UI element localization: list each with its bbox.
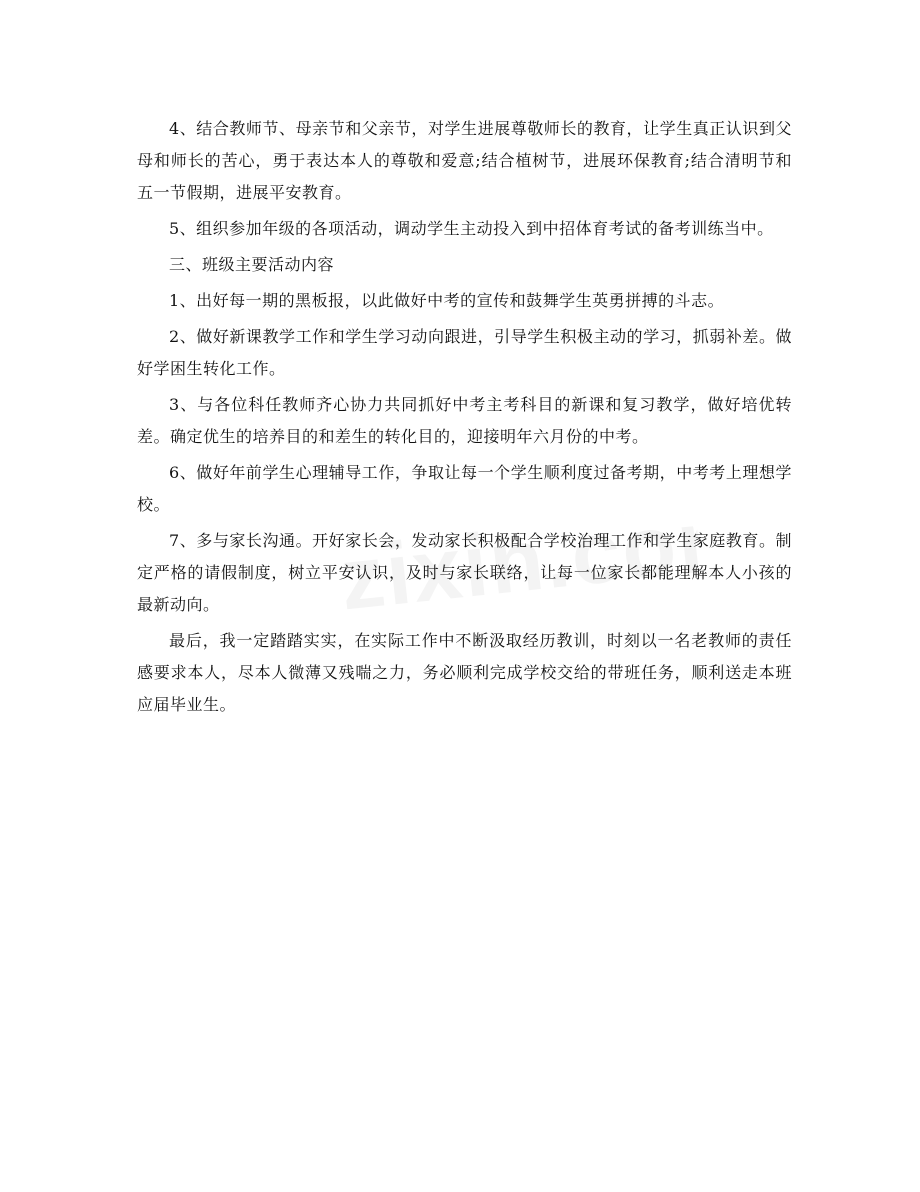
paragraph-item-6: 6、做好年前学生心理辅导工作，争取让每一个学生顺利度过备考期，中考考上理想学校。 xyxy=(137,463,792,514)
closing-paragraph: 最后，我一定踏踏实实，在实际工作中不断汲取经历教训，时刻以一名老教师的责任感要求本人，尽本人微薄又残喘之力，务必顺利完成学校交给的带班任务，顺利送走本班应届毕业生。 xyxy=(137,631,792,714)
paragraph-item-1: 1、出好每一期的黑板报，以此做好中考的宣传和鼓舞学生英勇拼搏的斗志。 xyxy=(169,291,725,310)
paragraph-item-3: 3、与各位科任教师齐心协力共同抓好中考主考科目的新课和复习教学，做好培优转差。确定优生的培养目的和差生的转化目的，迎接明年六月份的中考。 xyxy=(137,395,792,446)
paragraph-item-4: 4、结合教师节、母亲节和父亲节，对学生进展尊敬师长的教育，让学生真正认识到父母和师长的苦心，勇于表达本人的尊敬和爱意;结合植树节，进展环保教育;结合清明节和五一节假期，进展平安教育。 xyxy=(137,119,792,202)
paragraph-item-2: 2、做好新课教学工作和学生学习动向跟进，引导学生积极主动的学习，抓弱补差。做好学困生转化工作。 xyxy=(137,327,792,378)
section-heading: 三、班级主要活动内容 xyxy=(169,255,335,274)
paragraph-item-5: 5、组织参加年级的各项活动，调动学生主动投入到中招体育考试的备考训练当中。 xyxy=(169,219,774,238)
document-body xyxy=(137,113,792,725)
paragraph-item-7: 7、多与家长沟通。开好家长会，发动家长积极配合学校治理工作和学生家庭教育。制定严格的请假制度，树立平安认识，及时与家长联络，让每一位家长都能理解本人小孩的最新动向。 xyxy=(137,531,792,614)
